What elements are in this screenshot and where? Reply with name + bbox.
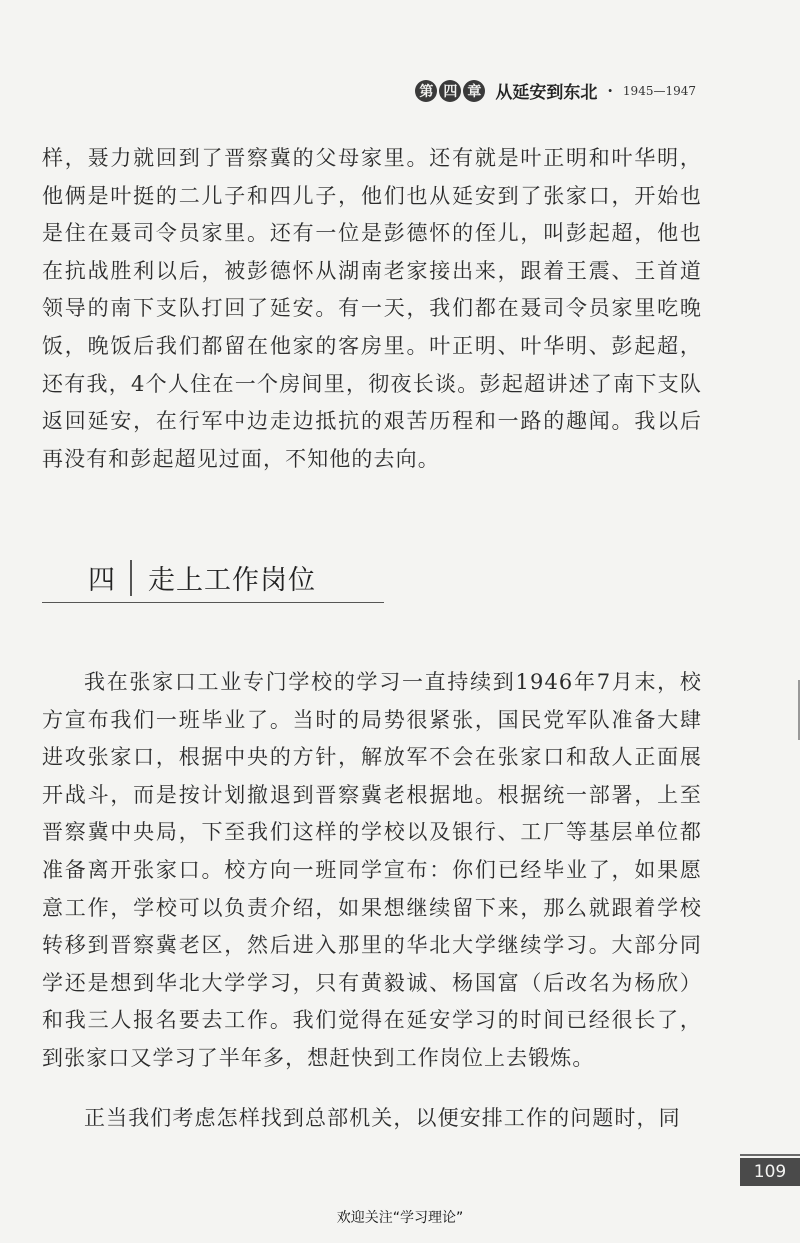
chapter-badge-char: 第	[415, 80, 437, 102]
footer-watermark: 欢迎关注“学习理论”	[336, 1210, 464, 1226]
section-divider	[130, 560, 132, 596]
body-paragraph-1: 样，聂力就回到了晋察冀的父母家里。还有就是叶正明和叶华明，他俩是叶挺的二儿子和四儿子，他们也从延安到了张家口，开始也是住在聂司令员家里。还有一位是彭德怀的侄儿，叫彭起超，他也在抗战胜利以后，被彭德怀从湖南老家接出来，跟着王震、王首道领导的南下支队打回了延安。有一天，我们都在聂司令员家里吃晚饭，晚饭后我们都留在他家的客房里。叶正明、叶华明、彭起超，还有我，4个人住在一个房间里，彻夜长谈。彭起超讲述了南下支队返回延安，在行军中边走边抵抗的艰苦历程和一路的趣闻。我以后再没有和彭起超见过面，不知他的去向。	[42, 146, 702, 471]
chapter-badge	[415, 80, 485, 102]
page-number: 109	[740, 1158, 800, 1186]
chapter-title: 从延安到东北	[495, 83, 598, 103]
chapter-badge-char: 章	[463, 80, 485, 102]
chapter-badge-char: 四	[439, 80, 461, 102]
running-head	[415, 78, 696, 103]
chapter-years: 1945—1947	[622, 83, 696, 98]
chapter-separator-dot: ·	[607, 81, 613, 100]
body-paragraph-3: 正当我们考虑怎样找到总部机关，以便安排工作的问题时，同	[84, 1106, 681, 1130]
section-heading	[42, 556, 384, 603]
section-title: 走上工作岗位	[148, 565, 316, 596]
body-paragraph-2: 我在张家口工业专门学校的学习一直持续到1946年7月末，校方宣布我们一班毕业了。当时的局势很紧张，国民党军队准备大肆进攻张家口，根据中央的方针，解放军不会在张家口和敌人正面展开战斗，而是按计划撤退到晋察冀老根据地。根据统一部署，上至晋察冀中央局，下至我们这样的学校以及银行、工厂等基层单位都准备离开张家口。校方向一班同学宣布：你们已经毕业了，如果愿意工作，学校可以负责介绍，如果想继续留下来，那么就跟着学校转移到晋察冀老区，然后进入那里的华北大学继续学习。大部分同学还是想到华北大学学习，只有黄毅诚、杨国富（后改名为杨欣）和我三人报名要去工作。我们觉得在延安学习的时间已经很长了，到张家口又学习了半年多，想赶快到工作岗位上去锻炼。	[42, 670, 702, 1070]
section-number: 四	[88, 565, 115, 596]
